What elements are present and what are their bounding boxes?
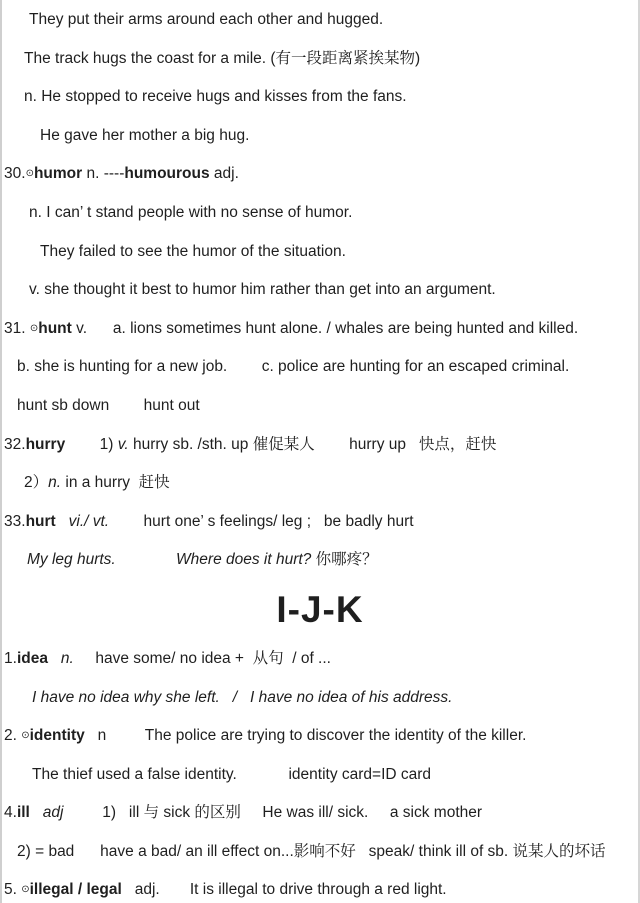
text-line: [2, 871, 638, 903]
text-line: [2, 78, 638, 117]
text-line: [2, 40, 638, 79]
text-line: [2, 1, 638, 40]
text-segment: illegal / legal: [29, 881, 122, 899]
text-segment: 30.: [4, 165, 26, 183]
text-segment: idea: [16, 649, 48, 667]
text-segment: n The police are trying to discover the identity of the killer.: [84, 727, 527, 745]
text-segment: n. ----: [82, 165, 125, 183]
vocab-section-ijk: [2, 640, 638, 903]
text-segment: identity: [29, 727, 85, 745]
bullet-mark-icon: ⊙: [21, 730, 30, 742]
text-line: [2, 117, 638, 156]
text-line: [2, 794, 638, 833]
text-segment: n.: [48, 474, 62, 492]
text-segment: They put their arms around each other and hugged.: [29, 11, 384, 28]
text-segment: hurt one’ s feelings/ leg ; be badly hurt: [109, 512, 414, 530]
text-segment: hunt sb down hunt out: [17, 396, 200, 414]
text-segment: hunt: [38, 319, 72, 337]
text-segment: I have no idea why she left. / I have no idea of his address.: [32, 688, 453, 706]
text-segment: [116, 551, 176, 568]
text-segment: v. she thought it best to humor him rather than get into an argument.: [29, 281, 496, 299]
text-segment: n. I can’ t stand people with no sense of humor.: [29, 203, 353, 221]
text-segment: 1.: [4, 649, 17, 667]
text-segment: v.: [117, 435, 129, 453]
text-segment: He gave her mother a big hug.: [40, 126, 250, 144]
text-line: [2, 640, 638, 679]
text-segment: hurry sb. /sth. up 催促某人 hurry up 快点，赶快: [128, 435, 497, 453]
text-line: [2, 464, 638, 503]
text-segment: humourous: [124, 165, 210, 183]
text-segment: 你哪疼？: [311, 551, 378, 569]
section-header: I-J-K: [276, 588, 364, 630]
text-line: [2, 541, 638, 580]
text-line: [2, 348, 638, 387]
text-segment: 2) = bad have a bad/ an ill effect on...影响不好 speak/ think ill of sb. 说某人的坏话: [17, 842, 606, 860]
text-segment: [56, 513, 69, 530]
text-segment: 31.: [4, 319, 30, 337]
text-segment: 33.: [4, 512, 26, 530]
text-segment: n. He stopped to receive hugs and kisses from the fans.: [24, 88, 407, 106]
text-segment: hurt: [25, 512, 56, 530]
text-segment: [30, 804, 43, 821]
text-segment: [48, 650, 61, 667]
text-segment: Where does it hurt?: [176, 551, 312, 569]
text-segment: 5.: [4, 881, 22, 899]
text-segment: 1): [65, 435, 118, 453]
text-line: [2, 155, 638, 194]
text-segment: n.: [60, 649, 74, 667]
text-segment: 2.: [4, 727, 22, 745]
text-line: [2, 194, 638, 233]
text-line: [2, 310, 638, 349]
text-segment: They failed to see the humor of the situation.: [40, 242, 346, 260]
text-segment: adj. It is illegal to drive through a red light.: [121, 881, 447, 899]
text-line: [2, 756, 638, 795]
text-segment: in a hurry 赶快: [61, 474, 170, 492]
text-line: [2, 387, 638, 426]
text-segment: v. a. lions sometimes hunt alone. / whales are being hunted and killed.: [71, 319, 579, 337]
text-line: [2, 833, 638, 872]
text-segment: adj: [42, 804, 64, 822]
text-line: [2, 679, 638, 718]
bullet-mark-icon: ⊙: [29, 322, 39, 334]
text-segment: 32.: [4, 435, 26, 453]
text-segment: 4.: [4, 804, 17, 822]
text-segment: adj.: [209, 165, 239, 183]
text-segment: humor: [33, 165, 83, 183]
bullet-mark-icon: ⊙: [25, 168, 34, 180]
text-segment: My leg hurts.: [27, 551, 116, 569]
text-segment: The thief used a false identity. identity card=ID card: [32, 765, 432, 783]
text-segment: 2）: [24, 474, 49, 492]
text-segment: hurry: [25, 435, 66, 453]
text-segment: ill: [16, 804, 30, 822]
bullet-mark-icon: ⊙: [21, 884, 30, 896]
text-line: [2, 426, 638, 465]
text-line: [2, 233, 638, 272]
text-segment: vi./ vt.: [68, 512, 110, 530]
text-line: [2, 503, 638, 542]
text-segment: have some/ no idea + 从句 / of ...: [73, 649, 331, 667]
text-line: [2, 271, 638, 310]
vocab-section-hug-to-hurt: [2, 1, 638, 580]
text-segment: 1) ill 与 sick 的区别 He was ill/ sick. a sick mother: [63, 804, 483, 822]
text-line: [2, 717, 638, 756]
text-segment: The track hugs the coast for a mile. (有一段距离紧挨某物): [24, 49, 421, 67]
text-segment: b. she is hunting for a new job. c. police are hunting for an escaped criminal.: [17, 358, 570, 376]
